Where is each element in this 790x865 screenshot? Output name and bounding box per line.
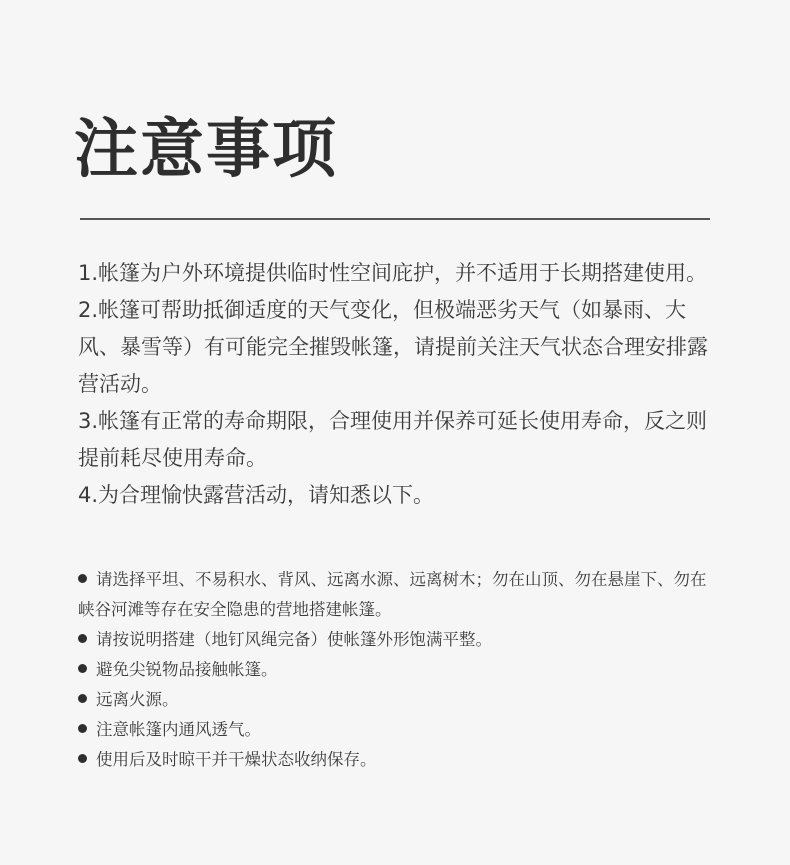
note-item: 1.帐篷为户外环境提供临时性空间庇护，并不适用于长期搭建使用。 — [78, 261, 708, 285]
bullet-dot-icon — [78, 574, 87, 583]
bullet-text: 注意帐篷内通风透气。 — [96, 720, 261, 739]
numbered-notes — [78, 255, 714, 514]
bullet-item — [78, 655, 714, 685]
bullet-item — [78, 565, 714, 625]
bullet-text: 远离火源。 — [96, 690, 179, 709]
bullet-list — [78, 565, 714, 775]
note-item: 2.帐篷可帮助抵御适度的天气变化，但极端恶劣天气（如暴雨、大风、暴雪等）有可能完全摧毁帐篷，请提前关注天气状态合理安排露营活动。 — [78, 298, 708, 396]
bullet-text: 使用后及时晾干并干燥状态收纳保存。 — [96, 750, 377, 769]
note-item: 4.为合理愉快露营活动，请知悉以下。 — [78, 483, 435, 507]
bullet-dot-icon — [78, 634, 87, 643]
bullet-item — [78, 685, 714, 715]
title-divider — [80, 218, 710, 220]
bullet-text: 请按说明搭建（地钉风绳完备）使帐篷外形饱满平整。 — [96, 630, 492, 649]
page-title: 注意事项 — [74, 112, 338, 187]
bullet-text: 避免尖锐物品接触帐篷。 — [96, 660, 278, 679]
bullet-item — [78, 745, 714, 775]
bullet-item — [78, 715, 714, 745]
bullet-dot-icon — [78, 754, 87, 763]
note-item: 3.帐篷有正常的寿命期限，合理使用并保养可延长使用寿命，反之则提前耗尽使用寿命。 — [78, 409, 708, 470]
bullet-item — [78, 625, 714, 655]
bullet-dot-icon — [78, 664, 87, 673]
bullet-dot-icon — [78, 724, 87, 733]
bullet-text: 请选择平坦、不易积水、背风、远离水源、远离树木；勿在山顶、勿在悬崖下、勿在峡谷河滩等存在安全隐患的营地搭建帐篷。 — [78, 570, 707, 619]
bullet-dot-icon — [78, 694, 87, 703]
